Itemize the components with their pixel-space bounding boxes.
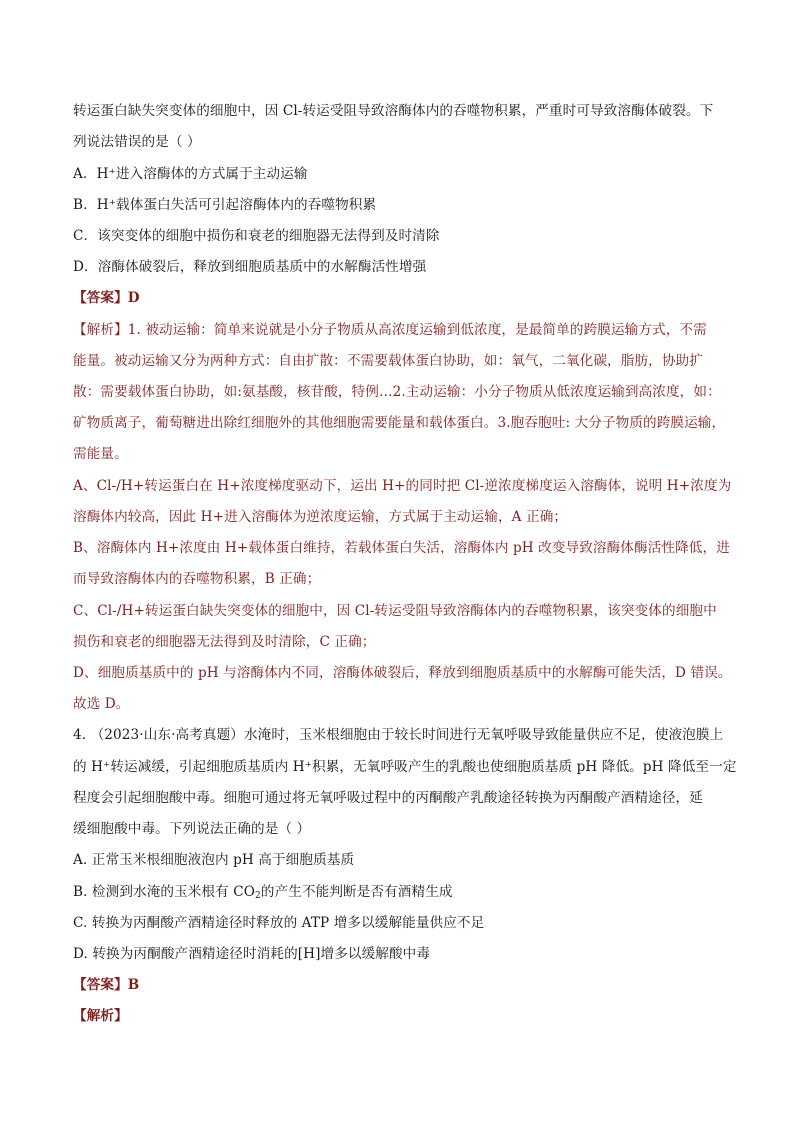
q3-analysis-line-11: 损伤和衰老的细胞器无法得到及时清除，C 正确； <box>73 634 376 650</box>
q3-analysis-line-3: 散：需要载体蛋白协助，如:氨基酸，核苷酸，特例…2.主动运输：小分子物质从低浓度运输到高浓度，如： <box>73 384 721 400</box>
q3-option-c: C．该突变体的细胞中损伤和衰老的细胞器无法得到及时清除 <box>73 228 440 244</box>
q3-analysis-line-10: C、Cl-/H+转运蛋白缺失突变体的细胞中，因 Cl-转运受阻导致溶酶体内的吞噬物积累，该突变体的细胞中 <box>73 603 717 619</box>
q4-stem-line-3: 程度会引起细胞酸中毒。细胞可通过将无氧呼吸过程中的丙酮酸产乳酸途径转换为丙酮酸产酒精途径，延 <box>73 790 703 806</box>
q4-option-d: D. 转换为丙酮酸产酒精途径时消耗的[H]增多以缓解酸中毒 <box>73 946 431 962</box>
q3-analysis-line-12: D、细胞质基质中的 pH 与溶酶体内不同，溶酶体破裂后，释放到细胞质基质中的水解酶可能失活，D 错误。 <box>73 665 732 681</box>
q4-analysis-label: 【解析】 <box>73 1008 128 1024</box>
q3-analysis-line-13: 故选 D。 <box>73 696 130 712</box>
q4-option-b-prefix: B. 检测到水淹的玉米根有 CO <box>73 884 256 900</box>
q3-option-b: B．H⁺载体蛋白失活可引起溶酶体内的吞噬物积累 <box>73 197 377 213</box>
q3-analysis-line-9: 而导致溶酶体内的吞噬物积累，B 正确； <box>73 571 321 587</box>
q3-analysis-line-6: A、Cl-/H+转运蛋白在 H+浓度梯度驱动下，运出 H+的同时把 Cl-逆浓度梯度运入溶酶体，说明 H+浓度为 <box>73 478 732 494</box>
q4-option-a: A. 正常玉米根细胞液泡内 pH 高于细胞质基质 <box>73 852 355 868</box>
q3-analysis-line-7: 溶酶体内较高，因此 H+进入溶酶体为逆浓度运输，方式属于主动运输，A 正确； <box>73 509 568 525</box>
q3-analysis-line-4: 矿物质离子，葡萄糖进出除红细胞外的其他细胞需要能量和载体蛋白。3.胞吞胞吐: 大分子物质的跨膜运输， <box>73 415 726 431</box>
q4-option-b <box>73 882 723 902</box>
q3-stem-line-2: 列说法错误的是（ ） <box>73 134 201 150</box>
q4-option-b-subscript: 2 <box>255 891 261 901</box>
q4-option-c: C. 转换为丙酮酸产酒精途径时释放的 ATP 增多以缓解能量供应不足 <box>73 915 485 931</box>
q4-option-b-suffix: 的产生不能判断是否有酒精生成 <box>260 884 453 900</box>
q3-option-a: A．H⁺进入溶酶体的方式属于主动运输 <box>73 166 308 182</box>
q3-analysis-line-5: 需能量。 <box>73 446 128 462</box>
q3-analysis-line-1: 【解析】1. 被动运输：简单来说就是小分子物质从高浓度运输到低浓度，是最简单的跨膜运输方式，不需 <box>73 322 707 338</box>
q3-analysis-line-2: 能量。被动运输又分为两种方式：自由扩散：不需要载体蛋白协助，如：氧气，二氧化碳，脂肪，协助扩 <box>73 353 703 369</box>
q4-stem-line-1: 4. （2023·山东·高考真题）水淹时，玉米根细胞由于较长时间进行无氧呼吸导致能量供应不足，使液泡膜上 <box>73 727 724 743</box>
q4-stem-line-4: 缓细胞酸中毒。下列说法正确的是（ ） <box>73 821 311 837</box>
q4-stem-line-2: 的 H⁺转运减缓，引起细胞质基质内 H⁺积累，无氧呼吸产生的乳酸也使细胞质基质 pH 降低。pH 降低至一定 <box>73 759 737 775</box>
q3-analysis-line-8: B、溶酶体内 H+浓度由 H+载体蛋白维持，若载体蛋白失活，溶酶体内 pH 改变导致溶酶体酶活性降低，进 <box>73 540 730 556</box>
q4-answer: 【答案】B <box>73 977 140 993</box>
q3-stem-line-1: 转运蛋白缺失突变体的细胞中，因 Cl-转运受阻导致溶酶体内的吞噬物积累，严重时可导致溶酶体破裂。下 <box>73 103 714 119</box>
q3-answer: 【答案】D <box>73 290 140 306</box>
q3-option-d: D．溶酶体破裂后，释放到细胞质基质中的水解酶活性增强 <box>73 259 427 275</box>
